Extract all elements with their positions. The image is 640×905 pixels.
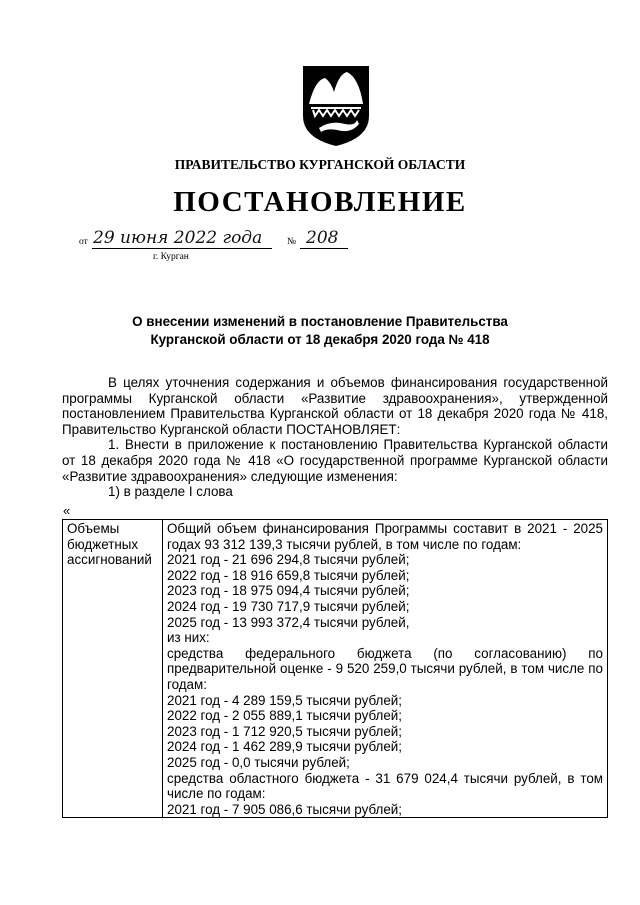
- regional-year-2021: 2021 год - 7 905 086,6 тысячи рублей;: [167, 801, 402, 817]
- date-prefix: от: [79, 237, 88, 247]
- federal-year-2022: 2022 год - 2 055 889,1 тысячи рублей;: [167, 708, 402, 724]
- paragraph-subitem-1: 1) в разделе I слова: [108, 484, 233, 500]
- paragraph-item-1: 1. Внести в приложение к постановлению Правительства Курганской области от 18 декабря 2020 года № 418 «О государственной программе Курганской области «Развитие здравоохранения» следующие изменения:: [62, 437, 608, 484]
- document-type-title: ПОСТАНОВЛЕНИЕ: [173, 186, 467, 218]
- of-which-label: из них:: [167, 630, 210, 646]
- document-subject: [0, 313, 640, 349]
- table-label-cell: [63, 520, 163, 818]
- total-year-2021: 2021 год - 21 696 294,8 тысячи рублей;: [167, 552, 410, 568]
- table-row: [63, 520, 608, 818]
- government-name: ПРАВИТЕЛЬСТВО КУРГАНСКОЙ ОБЛАСТИ: [174, 157, 466, 172]
- handwritten-number: 208: [306, 228, 339, 248]
- regional-budget-intro: средства областного бюджета - 31 679 024,4 тысячи рублей, в том числе по годам:: [167, 770, 603, 802]
- total-year-2024: 2024 год - 19 730 717,9 тысячи рублей;: [167, 598, 410, 614]
- federal-year-2025: 2025 год - 0,0 тысячи рублей;: [167, 754, 350, 770]
- budget-allocation-table: [62, 519, 608, 818]
- label-line-1: Объемы: [67, 521, 120, 536]
- city-label: г. Курган: [153, 252, 189, 262]
- date-underline: [92, 248, 272, 249]
- total-year-2023: 2023 год - 18 975 094,4 тысячи рублей;: [167, 583, 410, 599]
- paragraph-preamble: В целях уточнения содержания и объемов финансирования государственной программы Курганской области «Развитие здравоохранения», утвержденной постановлением Правительства Курганской области от 18 декабря 2020 года № 418, Правительство Курганской области ПОСТАНОВЛЯЕТ:: [62, 375, 608, 437]
- handwritten-date: 29 июня 2022 года: [93, 228, 263, 248]
- federal-year-2021: 2021 год - 4 289 159,5 тысячи рублей;: [167, 692, 402, 708]
- body-text: [62, 375, 608, 500]
- opening-quote: «: [63, 503, 71, 518]
- number-underline: [300, 248, 348, 249]
- federal-year-2024: 2024 год - 1 462 289,9 тысячи рублей;: [167, 739, 402, 755]
- table-content-cell: [163, 520, 608, 818]
- federal-year-2023: 2023 год - 1 712 920,5 тысячи рублей;: [167, 723, 402, 739]
- federal-budget-intro: средства федерального бюджета (по согласованию) по предварительной оценке - 9 520 259,0 тысячи рублей, в том числе по годам:: [167, 645, 603, 692]
- total-year-2025: 2025 год - 13 993 372,4 тысячи рублей,: [167, 614, 410, 630]
- coat-of-arms-emblem: [301, 64, 371, 148]
- financing-intro: Общий объем финансирования Программы составит в 2021 - 2025 годах 93 312 139,3 тысячи рублей, в том числе по годам:: [167, 521, 603, 552]
- subject-line-1: О внесении изменений в постановление Правительства: [132, 314, 508, 329]
- label-line-2: бюджетных: [67, 536, 139, 552]
- total-year-2022: 2022 год - 18 916 659,8 тысячи рублей;: [167, 567, 410, 583]
- subject-line-2: Курганской области от 18 декабря 2020 года № 418: [150, 332, 490, 347]
- number-prefix: №: [287, 237, 297, 247]
- label-line-3: ассигнований: [67, 552, 152, 568]
